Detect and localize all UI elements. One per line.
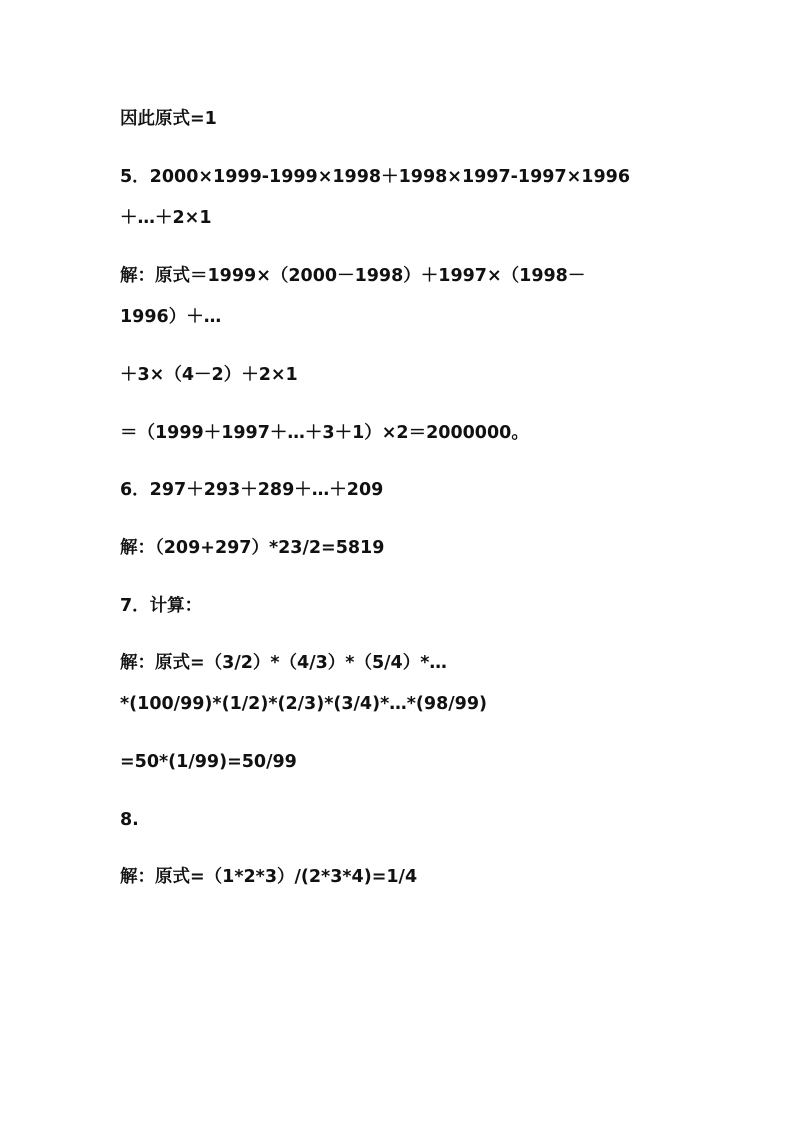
problem-7-solution-line-1: 解：原式=（3/2）*（4/3）*（5/4）*… [120, 653, 447, 673]
problem-5-solution-line-1: 解：原式＝1999×（2000－1998）＋1997×（1998－ [120, 266, 586, 286]
problem-5-result: ＝（1999＋1997＋…＋3＋1）×2＝2000000。 [120, 423, 529, 443]
problem-6-expression: 6．297＋293＋289＋…＋209 [120, 480, 384, 500]
problem-7-heading: 7．计算： [120, 596, 203, 616]
problem-7-solution-line-2: *(100/99)*(1/2)*(2/3)*(3/4)*…*(98/99) [120, 694, 487, 714]
problem-5-solution-line-3: ＋3×（4－2）＋2×1 [120, 365, 298, 385]
problem-8-solution: 解：原式=（1*2*3）/(2*3*4)=1/4 [120, 867, 418, 887]
problem-6-solution: 解：（209+297）*23/2=5819 [120, 538, 385, 558]
problem-7-result: =50*(1/99)=50/99 [120, 752, 297, 772]
problem-5-expression-cont: ＋…＋2×1 [120, 208, 212, 228]
line-conclusion: 因此原式=1 [120, 109, 217, 129]
problem-5-solution-line-2: 1996）＋… [120, 307, 222, 327]
problem-8-heading: 8. [120, 810, 139, 830]
problem-5-expression: 5．2000×1999-1999×1998＋1998×1997-1997×1996 [120, 167, 631, 187]
